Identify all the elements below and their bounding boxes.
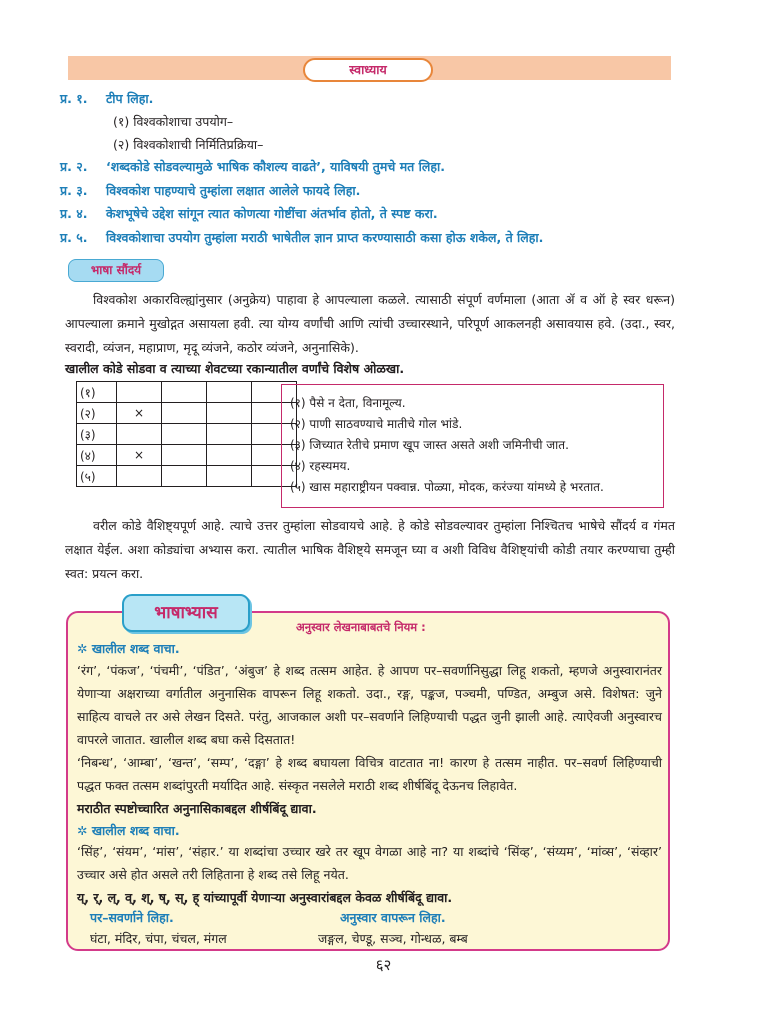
column-words-anuswar: जङ्गल, चेण्डू, सञ्च, गोन्धळ, बम्ब (318, 931, 468, 946)
column-head-para-savarna: पर–सवर्णाने लिहा. (90, 910, 174, 925)
grid-cell[interactable] (162, 466, 207, 487)
grid-row (77, 424, 297, 445)
question-1: प्र. १. टीप लिहा. (60, 91, 154, 106)
page-number: ६२ (375, 956, 392, 974)
grid-row (77, 466, 297, 487)
column-head-anuswar: अनुस्वार वापरून लिहा. (340, 910, 446, 925)
column-words-para-savarna: घंटा, मंदिर, चंपा, चंचल, मंगल (90, 931, 227, 946)
question-5: प्र. ५. विश्वकोशाचा उपयोग तुम्हांला मराठी भाषेतील ज्ञान प्राप्त करण्यासाठी कसा होऊ शकेल, ते लिहा. (60, 230, 544, 245)
grid-cell-mark: × (117, 445, 162, 466)
sub-item-1: (१) विश्वकोशाचा उपयोग– (113, 114, 234, 129)
section-tag-bhashabhyas: भाषाभ्यास (122, 594, 250, 632)
grid-cell[interactable] (117, 382, 162, 403)
section-tag-bhasha-saundarya: भाषा सौंदर्य (68, 259, 164, 282)
grid-row-label: (३) (77, 424, 117, 445)
practice-paragraph-2: ‘निबन्ध’, ‘आम्बा’, ‘खन्त’, ‘सम्प’, ‘दङ्गा’ हे शब्द बघायला विचित्र वाटतात ना! कारण हे तत्सम नाहीत. पर–सवर्ण लिहिण्याची पद्धत फक्त तत्सम शब्दांपुरती मर्यादित आहे. संस्कृत नसलेले मराठी शब्द शीर्षबिंदू देऊनच लिहावेत. (77, 755, 662, 793)
grid-row-label: (२) (77, 403, 117, 424)
beauty-paragraph-1: विश्वकोश अकारविल्ह्यांनुसार (अनुक्रेय) पाहावा हे आपल्याला कळले. त्यासाठी संपूर्ण वर्णमाला (आता ॲ व ऑ हे स्वर धरून) आपल्याला क्रमाने मुखोद्गत असायला हवी. त्या योग्य वर्णांची आणि त्यांची उच्चारस्थाने, परिपूर्ण आकलनही असावयास हवे. (उदा., स्वर, स्वरादी, व्यंजन, महाप्राण, मृदू व्यंजने, कठोर व्यंजने, अनुनासिके). (65, 292, 675, 355)
clue-box (281, 384, 664, 508)
grid-row (77, 403, 297, 424)
crossword-grid (76, 381, 297, 487)
clue-4: (४) रहस्यमय. (290, 459, 351, 473)
sub-item-2: (२) विश्वकोशाची निर्मितिप्रक्रिया– (113, 137, 264, 152)
grid-cell[interactable] (162, 445, 207, 466)
practice-paragraph-3: ‘सिंह’, ‘संयम’, ‘मांस’, ‘संहार.’ या शब्दांचा उच्चार खरे तर खूप वेगळा आहे ना? या शब्दांचे ‘सिंव्ह’, ‘संय्यम’, ‘मांव्स’, ‘संव्हार’ उच्चार असे होत असले तरी लिहिताना हे शब्द तसे लिहू नयेत. (77, 844, 662, 882)
puzzle-instruction: खालील कोडे सोडवा व त्याच्या शेवटच्या रकान्यातील वर्णांचे विशेष ओळखा. (65, 361, 405, 376)
grid-row-label: (४) (77, 445, 117, 466)
practice-paragraph-1: ‘रंग’, ‘पंकज’, ‘पंचमी’, ‘पंडित’, ‘अंबुज’ हे शब्द तत्सम आहेत. हे आपण पर–सवर्णानिसुद्धा लिहू शकतो, म्हणजे अनुस्वारानंतर येणाऱ्या अक्षराच्या वर्गातील अनुनासिक वापरून लिहू शकतो. उदा., रङ्ग, पङ्कज, पञ्चमी, पण्डित, अम्बुज असे. विशेषत: जुने साहित्य वाचले तर असे लेखन दिसते. परंतु, आजकाल अशी पर–सवर्णाने लिहिण्याची पद्धत जुनी झाली आहे. त्याऐवजी अनुस्वारच वापरले जातात. खालील शब्द बघा कसे दिसतात! (77, 663, 662, 747)
question-2: प्र. २. ‘शब्दकोडे सोडवल्यामुळे भाषिक कौशल्य वाढते’, याविषयी तुमचे मत लिहा. (60, 159, 445, 174)
section-title: स्वाध्याय (303, 58, 433, 82)
grid-cell[interactable] (207, 382, 252, 403)
rule-1: मराठीत स्पष्टोच्चारित अनुनासिकाबद्दल शीर्षबिंदू द्यावा. (77, 801, 317, 816)
grid-cell[interactable] (162, 382, 207, 403)
grid-cell[interactable] (207, 403, 252, 424)
clue-3: (३) जिच्यात रेतीचे प्रमाण खूप जास्त असते अशी जमिनीची जात. (290, 438, 569, 452)
read-words-heading-2: ✲ खालील शब्द वाचा. (77, 823, 180, 838)
beauty-paragraph-2: वरील कोडे वैशिष्ट्यपूर्ण आहे. त्याचे उत्तर तुम्हांला सोडवायचे आहे. हे कोडे सोडवल्यावर तुम्हांला निश्चितच भाषेचे सौंदर्य व गंमत लक्षात येईल. अशा कोड्यांचा अभ्यास करा. त्यातील भाषिक वैशिष्ट्ये समजून घ्या व अशी विविध वैशिष्ट्यांची कोडी तयार करण्याचा तुम्ही स्वत: प्रयत्न करा. (65, 518, 675, 581)
clue-5: (५) खास महाराष्ट्रीयन पक्वान्न. पोळ्या, मोदक, करंज्या यांमध्ये हे भरतात. (290, 480, 604, 494)
grid-cell[interactable] (207, 445, 252, 466)
rule-2: य्, र्, ल्, व्, श्, ष्, स्, ह् यांच्यापूर्वी येणाऱ्या अनुस्वारांबद्दल केवळ शीर्षबिंदू द्यावा. (77, 890, 453, 905)
grid-cell[interactable] (162, 403, 207, 424)
question-4: प्र. ४. केशभूषेचे उद्देश सांगून त्यात कोणत्या गोष्टींचा अंतर्भाव होतो, ते स्पष्ट करा. (60, 206, 438, 221)
clue-2: (२) पाणी साठवण्याचे मातीचे गोल भांडे. (290, 417, 463, 431)
rules-title: अनुस्वार लेखनाबाबतचे नियम : (296, 620, 426, 634)
grid-cell[interactable] (117, 424, 162, 445)
question-3: प्र. ३. विश्वकोश पाहण्याचे तुम्हांला लक्षात आलेले फायदे लिहा. (60, 183, 361, 198)
grid-cell[interactable] (207, 466, 252, 487)
grid-row (77, 382, 297, 403)
grid-cell[interactable] (207, 424, 252, 445)
clue-1: (१) पैसे न देता, विनामूल्य. (290, 396, 406, 410)
grid-row (77, 445, 297, 466)
grid-cell-mark: × (117, 403, 162, 424)
grid-row-label: (५) (77, 466, 117, 487)
read-words-heading-1: ✲ खालील शब्द वाचा. (77, 641, 180, 656)
grid-row-label: (१) (77, 382, 117, 403)
grid-cell[interactable] (162, 424, 207, 445)
grid-cell[interactable] (117, 466, 162, 487)
